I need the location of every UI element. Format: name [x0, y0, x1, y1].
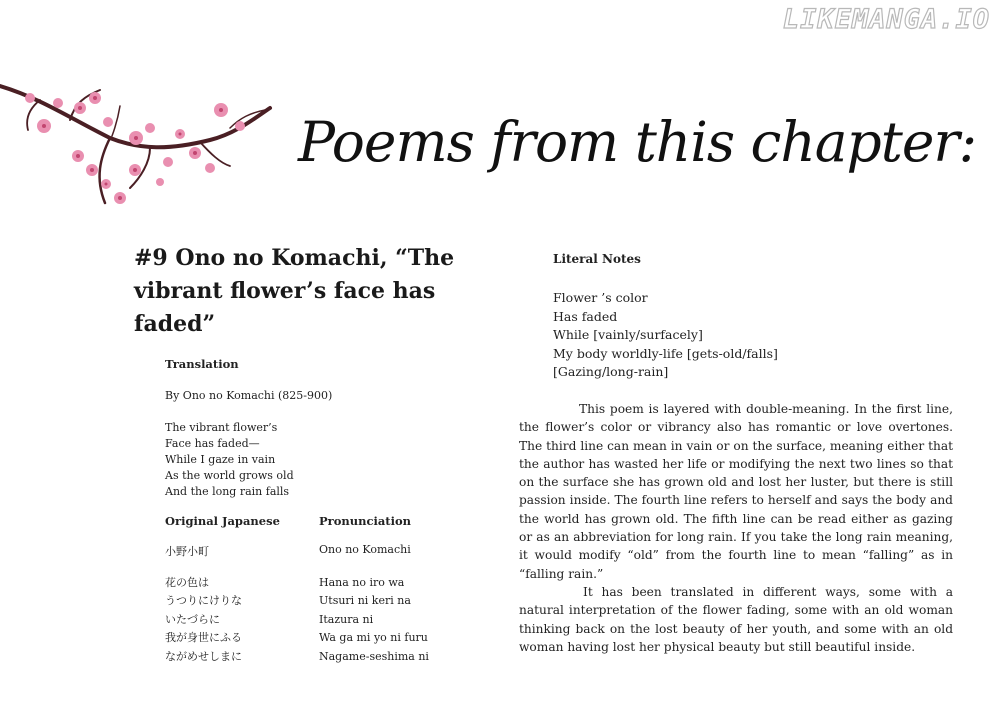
page-heading: Poems from this chapter: — [298, 110, 977, 174]
original-japanese-header: Original Japanese — [165, 514, 280, 528]
literal-note-line: Flower ’s color — [553, 290, 648, 305]
pronunciation-line: Itazura ni — [319, 612, 374, 626]
translation-lines — [165, 420, 294, 500]
translation-line: While I gaze in vain — [165, 453, 276, 466]
poem-title: #9 Ono no Komachi, “The vibrant flower’s face has faded” — [134, 245, 455, 337]
watermark: LIKEMANGA.IO — [782, 4, 990, 35]
japanese-line: ながめせしまに — [165, 649, 242, 663]
japanese-line: 我が身世にふる — [165, 631, 242, 645]
japanese-line: 花の色は — [165, 576, 209, 589]
literal-note-line: [Gazing/long-rain] — [553, 364, 669, 379]
japanese-line: いたづらに — [165, 612, 220, 626]
translation-line: And the long rain falls — [165, 485, 290, 498]
literal-notes-header: Literal Notes — [553, 252, 641, 266]
translation-author: By Ono no Komachi (825-900) — [165, 389, 333, 402]
literal-note-line: While [vainly/surfacely] — [553, 327, 703, 342]
literal-note-line: My body worldly-life [gets-old/falls] — [553, 345, 778, 361]
literal-notes-lines — [553, 289, 778, 382]
japanese-line: うつりにけりな — [165, 594, 242, 608]
pronunciation-header: Pronunciation — [319, 514, 411, 528]
commentary-paragraph: It has been translated in different ways, some with a natural interpretation of the flower fading, some with an old woman thinking back on the lost beauty of her youth, and some with an old woman having lost her physical beauty but still beautiful inside. — [519, 584, 953, 654]
pronunciation-lines — [319, 574, 429, 666]
pronunciation-line: Wa ga mi yo ni furu — [319, 631, 428, 645]
pronunciation-author-name: Ono no Komachi — [319, 543, 411, 556]
translation-line: The vibrant flower’s — [165, 421, 278, 434]
cherry-blossom-branch-icon — [0, 78, 280, 218]
translation-header: Translation — [165, 357, 239, 371]
pronunciation-line: Utsuri ni keri na — [319, 594, 411, 608]
original-japanese-lines — [165, 574, 242, 666]
original-author-name: 小野小町 — [165, 545, 209, 558]
pronunciation-line: Nagame-seshima ni — [319, 649, 429, 663]
translation-line: Face has faded— — [165, 437, 260, 450]
literal-note-line: Has faded — [553, 308, 618, 324]
translation-line: As the world grows old — [165, 469, 294, 482]
commentary — [519, 400, 953, 656]
pronunciation-line: Hana no iro wa — [319, 576, 405, 589]
commentary-paragraph: This poem is layered with double-meaning. In the first line, the flower’s color or vibrancy also has romantic or love overtones. The third line can mean in vain or on the surface, meaning either that the author has wasted her life or modifying the next two lines so that on the surface she has grown old and lost her luster, but there is still passion inside. The fourth line refers to herself and says the body and the world has grown old. The fifth line can be read either as gazing or as an abbreviation for long rain. If you take the long rain meaning, it would modify “old” from the fourth line to mean “falling” as in “falling rain.” — [519, 402, 953, 581]
